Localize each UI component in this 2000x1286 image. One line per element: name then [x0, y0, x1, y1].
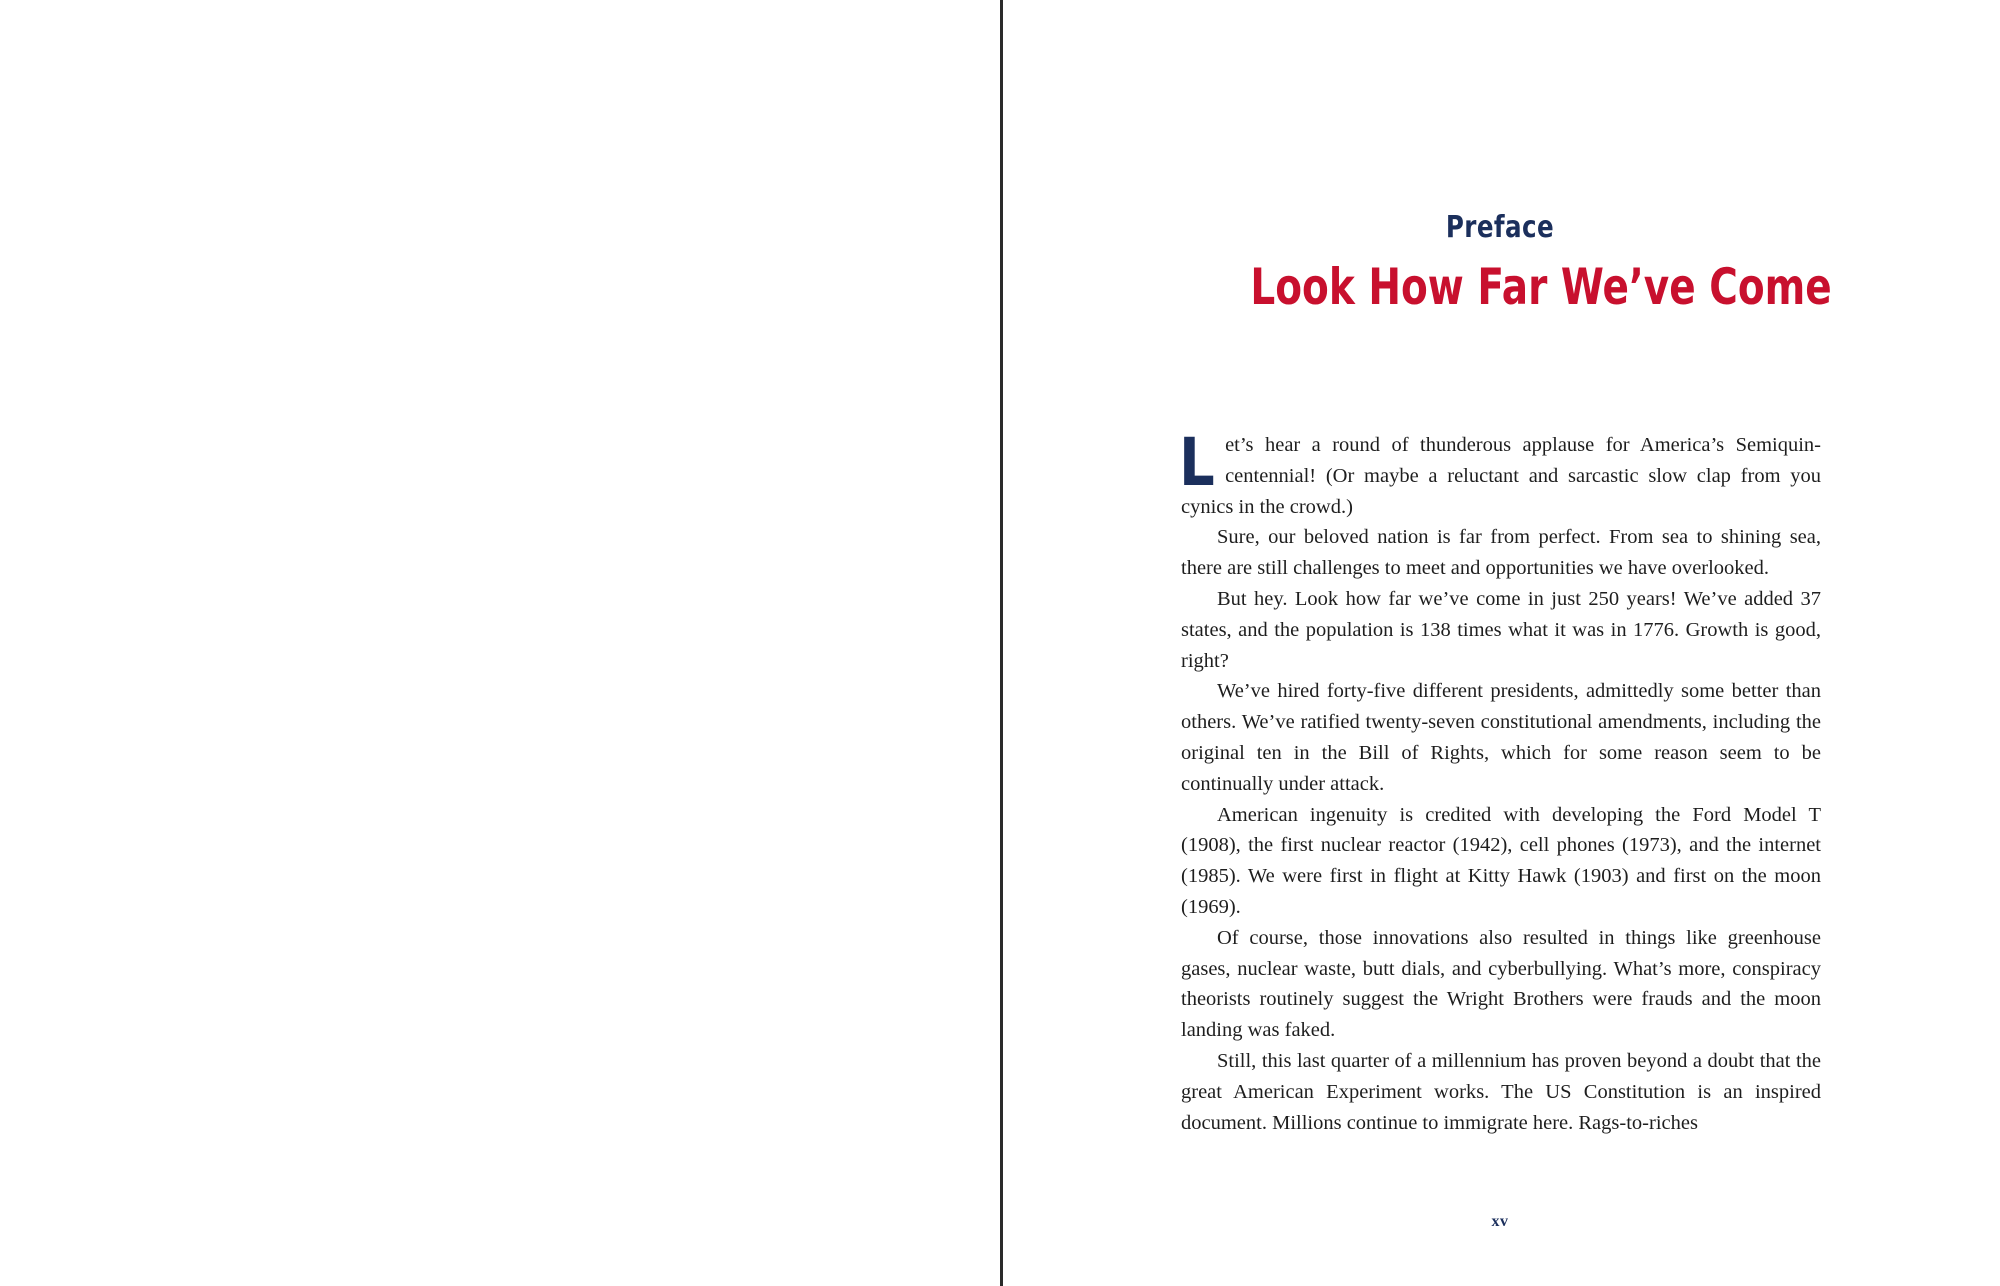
- preface-label: Preface: [1445, 210, 1555, 245]
- paragraph-6: Of course, those innovations also resulted in things like greenhouse gases, nuclear waste, butt dials, and cyberbullying. What’s more, conspiracy theorists routinely suggest the Wright Brothers were frauds and the moon landing was faked.: [1181, 926, 1821, 1042]
- body-text: [1179, 424, 1821, 1138]
- drop-cap: L: [1179, 424, 1215, 501]
- page-number: xv: [1491, 1213, 1509, 1230]
- chapter-title: Look How Far We’ve Come: [1250, 258, 1832, 316]
- paragraph-7: Still, this last quarter of a millennium has proven beyond a doubt that the great American Experiment works. The US Constitution is an inspired document. Millions continue to immigrate here. Rags-to-riches: [1181, 1049, 1821, 1134]
- paragraph-4: We’ve hired forty-five different presidents, admittedly some better than others. We’ve ratified twenty-seven constitutional amendments, including the original ten in the Bill of Rights, which for some reason seem to be continually under attack.: [1181, 680, 1821, 795]
- paragraph-3: But hey. Look how far we’ve come in just 250 years! We’ve added 37 states, and the population is 138 times what it was in 1776. Growth is good, right?: [1181, 587, 1821, 672]
- paragraph-2: Sure, our beloved nation is far from perfect. From sea to shining sea, there are still challenges to meet and opportunities we have overlooked.: [1181, 526, 1821, 580]
- paragraph-1-text: et’s hear a round of thunderous applause for America’s Semiquincentennial! (Or maybe a reluctant and sarcastic slow clap from you cynics in the crowd.): [1181, 434, 1821, 518]
- paragraph-5: American ingenuity is credited with developing the Ford Model T (1908), the first nuclear reactor (1942), cell phones (1973), and the internet (1985). We were first in flight at Kitty Hawk (1903) and first on the moon (1969).: [1181, 803, 1821, 918]
- paragraph-1: [1179, 424, 1821, 522]
